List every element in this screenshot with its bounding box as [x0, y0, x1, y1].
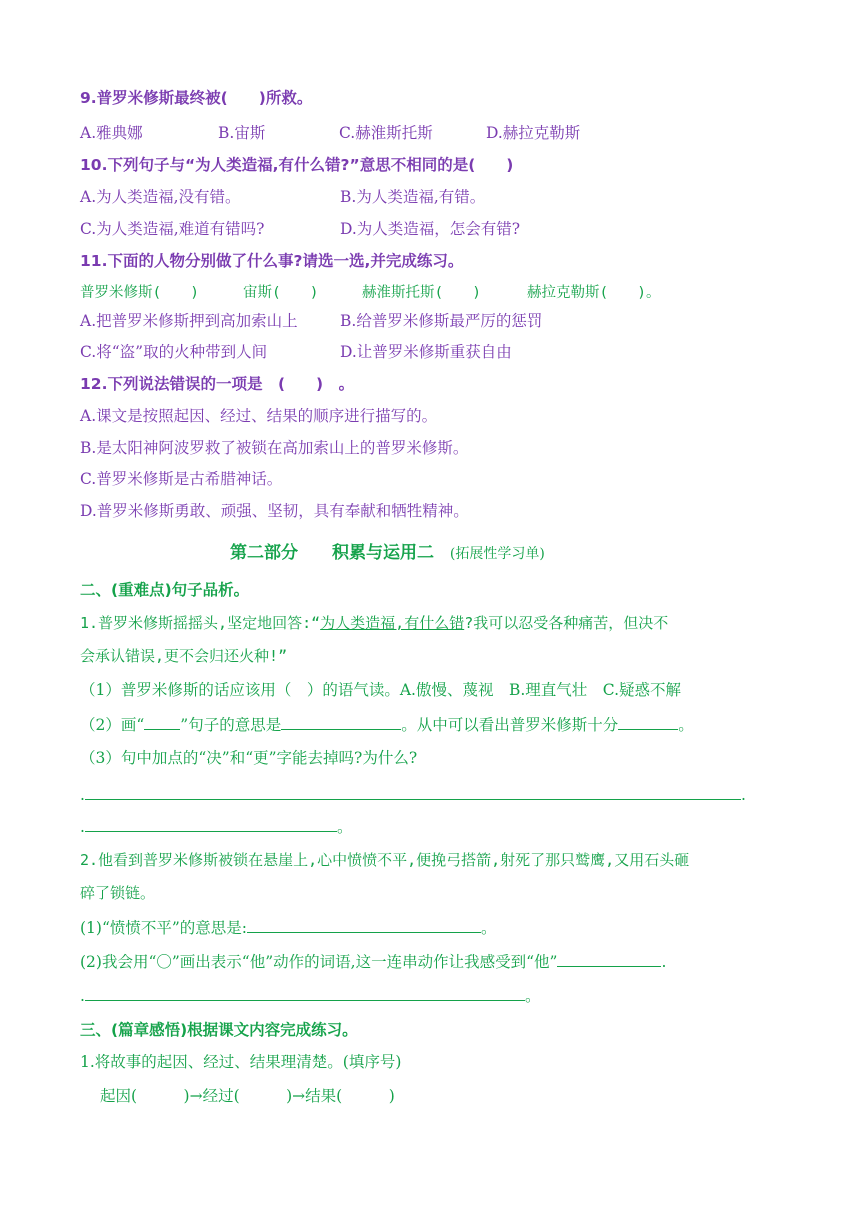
answer-blank[interactable]: [85, 815, 337, 832]
q11-person-zeus[interactable]: 宙斯( ): [243, 285, 319, 301]
q11-stem: 11.下面的人物分别做了什么事?请选一选,并完成练习。: [80, 252, 464, 270]
sec2-heading: 二、(重难点)句子品析。: [80, 581, 250, 599]
q11-options-row1: [80, 310, 542, 332]
q11-person-prometheus[interactable]: 普罗米修斯( ): [80, 285, 199, 301]
q11-option-d: D.让普罗米修斯重获自由: [340, 343, 512, 361]
answer-end: 。: [336, 818, 353, 836]
q9-option-a[interactable]: A.雅典娜: [80, 124, 143, 142]
sec2-s1-q3: （3）句中加点的“决”和“更”字能去掉吗?为什么?: [80, 749, 418, 767]
q11-person-heracles[interactable]: 赫拉克勒斯( )。: [527, 285, 661, 301]
q12-stem: 12.下列说法错误的一项是 ( ) 。: [80, 375, 355, 393]
sec3-q1: 1.将故事的起因、经过、结果理清楚。(填序号): [80, 1053, 402, 1071]
q11-person-hephaestus[interactable]: 赫淮斯托斯( ): [362, 285, 481, 301]
sec2-sentence2-line2: 碎了锁链。: [80, 884, 156, 902]
answer-end: 。: [524, 987, 541, 1005]
sec3-heading: 三、(篇章感悟)根据课文内容完成练习。: [80, 1021, 358, 1039]
answer-dot: .: [80, 987, 85, 1005]
q9-option-c[interactable]: C.赫淮斯托斯: [339, 124, 433, 142]
q12-option-b[interactable]: B.是太阳神阿波罗救了被锁在高加索山上的普罗米修斯。: [80, 439, 469, 457]
answer-dot: .: [80, 818, 85, 836]
answer-blank[interactable]: [85, 783, 741, 800]
q11-option-c: C.将“盗”取的火种带到人间: [80, 343, 268, 361]
q10-options-row2: [80, 218, 520, 240]
sec2-s2-q1-end: 。: [481, 919, 497, 937]
sec2-s1-q2-meaning-blank[interactable]: [281, 713, 401, 730]
q11-options-row2: [80, 341, 512, 363]
part2-subtitle: (拓展性学习单): [449, 546, 545, 562]
q9-option-b[interactable]: B.宙斯: [218, 124, 266, 142]
sec2-s2-q2-answer-line[interactable]: [80, 984, 540, 1007]
sec2-s1-q1: （1）普罗米修斯的话应该用（ ）的语气读。A.傲慢、蔑视 B.理直气壮 C.疑惑不解: [80, 681, 682, 699]
answer-end: .: [740, 786, 746, 804]
sec2-s1-q2-b: ”句子的意思是: [180, 716, 282, 734]
answer-blank[interactable]: [85, 984, 525, 1001]
q11-persons: [80, 282, 660, 304]
sec2-s1-q2-trait-blank[interactable]: [618, 713, 678, 730]
sec2-sentence1-line1: [80, 612, 668, 634]
sec2-s1-prefix: 1.普罗米修斯摇摇头,坚定地回答:“: [80, 614, 321, 632]
q10-option-d[interactable]: D.为人类造福，怎会有错?: [340, 220, 521, 238]
q12-option-d[interactable]: D.普罗米修斯勇敢、顽强、坚韧，具有奉献和牺牲精神。: [80, 502, 469, 520]
q10-options-row1: [80, 186, 485, 208]
q10-option-c[interactable]: C.为人类造福,难道有错吗?: [80, 220, 265, 238]
sec2-sentence1-line2: 会承认错误,更不会归还火种!”: [80, 647, 288, 665]
q9-option-d[interactable]: D.赫拉克勒斯: [486, 124, 581, 142]
sec3-flow[interactable]: 起因( )→经过( )→结果( ): [100, 1087, 395, 1105]
sec2-s2-q1-blank[interactable]: [247, 916, 481, 933]
sec2-s1-underlined: 为人类造福,有什么错: [320, 614, 465, 632]
sec2-s1-q2-mark-blank: [144, 713, 180, 730]
sec2-s1-q2-d: 。: [678, 716, 694, 734]
sec2-s2-q2: [80, 950, 666, 973]
q11-option-b: B.给普罗米修斯最严厉的惩罚: [340, 312, 543, 330]
part2-title-text: 第二部分 积累与运用二: [230, 543, 434, 563]
q10-stem: 10.下列句子与“为人类造福,有什么错?”意思不相同的是( ): [80, 156, 514, 174]
sec2-s1-q2-a: （2）画“: [80, 716, 145, 734]
q9-options: [80, 122, 580, 144]
q12-option-a[interactable]: A.课文是按照起因、经过、结果的顺序进行描写的。: [80, 407, 438, 425]
sec2-s2-q2-blank[interactable]: [557, 950, 661, 967]
sec2-s2-q2-end: .: [661, 953, 667, 971]
part2-title: [230, 538, 545, 563]
sec2-sentence2-line1: 2.他看到普罗米修斯被锁在悬崖上,心中愤愤不平,便挽弓搭箭,射死了那只鹫鹰,又用石头砸: [80, 851, 690, 869]
sec2-s1-q3-answer-line2[interactable]: [80, 815, 352, 838]
q10-option-b[interactable]: B.为人类造福,有错。: [340, 188, 486, 206]
sec2-s2-q1: [80, 916, 497, 939]
q12-option-c[interactable]: C.普罗米修斯是古希腊神话。: [80, 470, 283, 488]
sec2-s1-q2: [80, 713, 694, 736]
answer-dot: .: [80, 786, 85, 804]
q10-option-a[interactable]: A.为人类造福,没有错。: [80, 188, 241, 206]
q11-option-a: A.把普罗米修斯押到高加索山上: [80, 312, 298, 330]
sec2-s1-q2-c: 。从中可以看出普罗米修斯十分: [401, 716, 619, 734]
q9-stem: 9.普罗米修斯最终被( )所救。: [80, 89, 313, 107]
sec2-s1-suffix: ?我可以忍受各种痛苦，但决不: [464, 614, 669, 632]
sec2-s2-q2-text: (2)我会用“〇”画出表示“他”动作的词语,这一连串动作让我感受到“他”: [80, 953, 558, 971]
sec2-s1-q3-answer-line1[interactable]: [80, 783, 746, 806]
sec2-s2-q1-text: (1)“愤愤不平”的意思是:: [80, 919, 248, 937]
